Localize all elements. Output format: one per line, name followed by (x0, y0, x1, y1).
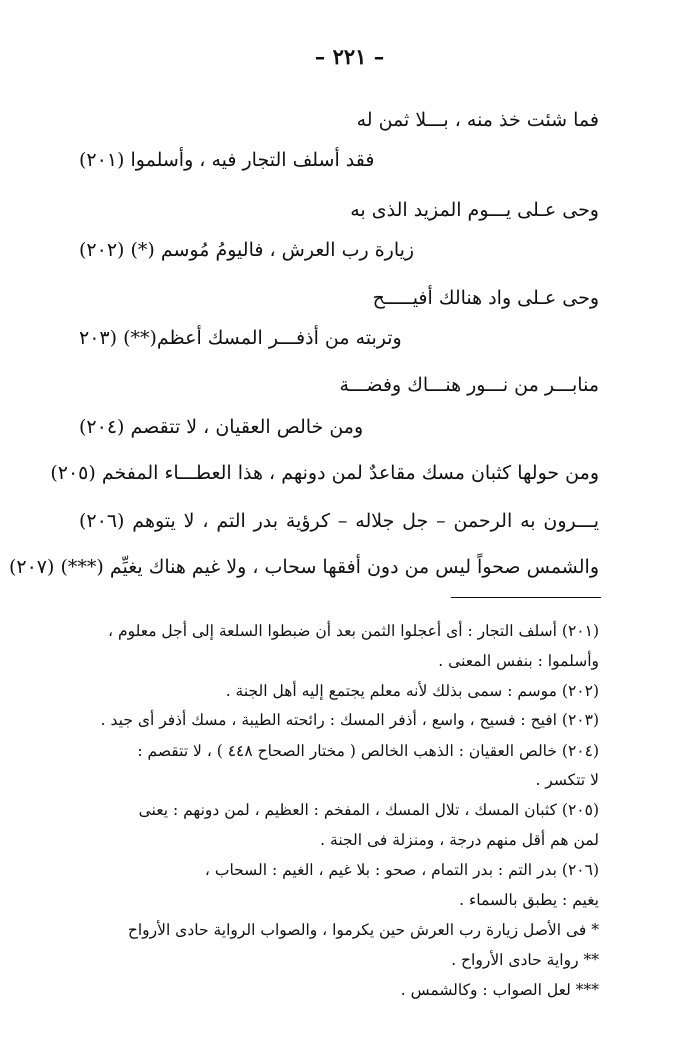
verse-line: زيارة رب العرش ، فاليومُ مُوسم (*) (٢٠٢) (79, 239, 415, 261)
footnote-line: (٢٠٥) كثبان المسك ، تلال المسك ، المفخم : العظيم ، لمن دونهم : يعنى (138, 801, 599, 819)
footnote-line: (٢٠٣) افيح : فسيح ، واسع ، أذفر المسك : رائحته الطيبة ، مسك أذفر أى جيد . (100, 711, 599, 729)
footnote-line: (٢٠١) أسلف التجار : أى أعجلوا الثمن بعد أن ضبطوا السلعة إلى أجل معلوم ، (108, 622, 599, 640)
footnote-line: لمن هم أقل منهم درجة ، ومنزلة فى الجنة . (320, 831, 599, 849)
footnote-line: (٢٠٢) موسم : سمى بذلك لأنه معلم يجتمع إليه أهل الجنة . (225, 682, 599, 700)
footnote-line: * فى الأصل زيارة رب العرش حين يكرموا ، والصواب الرواية حادى الأرواح (127, 921, 599, 939)
footnote-line: (٢٠٤) خالص العقيان : الذهب الخالص ( مختار الصحاح ٤٤٨ ) ، لا تتقصم : (137, 742, 599, 760)
verse-line: فقد أسلف التجار فيه ، وأسلموا (٢٠١) (79, 149, 375, 171)
footnote-divider (451, 597, 601, 598)
verse-line: وحى عـلى يـــوم المزيد الذى به (350, 199, 599, 221)
verse-line: ومن خالص العقيان ، لا تتقصم (٢٠٤) (79, 416, 364, 438)
footnote-line: وأسلموا : بنفس المعنى . (438, 652, 599, 670)
page-number: – ٢٢١ – (314, 44, 385, 69)
verse-line: ومن حولها كثبان مسك مقاعدٌ لمن دونهم ، هذا العطـــاء المفخم (٢٠٥) (50, 462, 599, 484)
verse-line: منابـــر من نـــور هنـــاك وفضـــة (339, 374, 599, 396)
footnote-line: *** لعل الصواب : وكالشمس . (400, 981, 599, 999)
footnote-line: يغيم : يطبق بالسماء . (459, 891, 599, 909)
verse-line: والشمس صحواً ليس من دون أفقها سحاب ، ولا غيم هناك يغيِّم (***) (٢٠٧) (8, 556, 599, 578)
verse-line: يـــرون به الرحمن – جل جلاله – كرؤية بدر التم ، لا يتوهم (٢٠٦) (79, 510, 599, 532)
verse-line: فما شئت خذ منه ، بـــلا ثمن له (356, 109, 599, 131)
footnote-line: (٢٠٦) بدر التم : بدر التمام ، صحو : بلا غيم ، الغيم : السحاب ، (204, 861, 599, 879)
verse-line: وحى عـلى واد هنالك أفيـــــح (372, 287, 599, 309)
footnote-line: لا تتكسر . (535, 771, 599, 789)
footnote-line: ** رواية حادى الأرواح . (451, 951, 599, 969)
verse-line: وتربته من أذفـــر المسك أعظم(**) (٢٠٣ (79, 327, 402, 349)
